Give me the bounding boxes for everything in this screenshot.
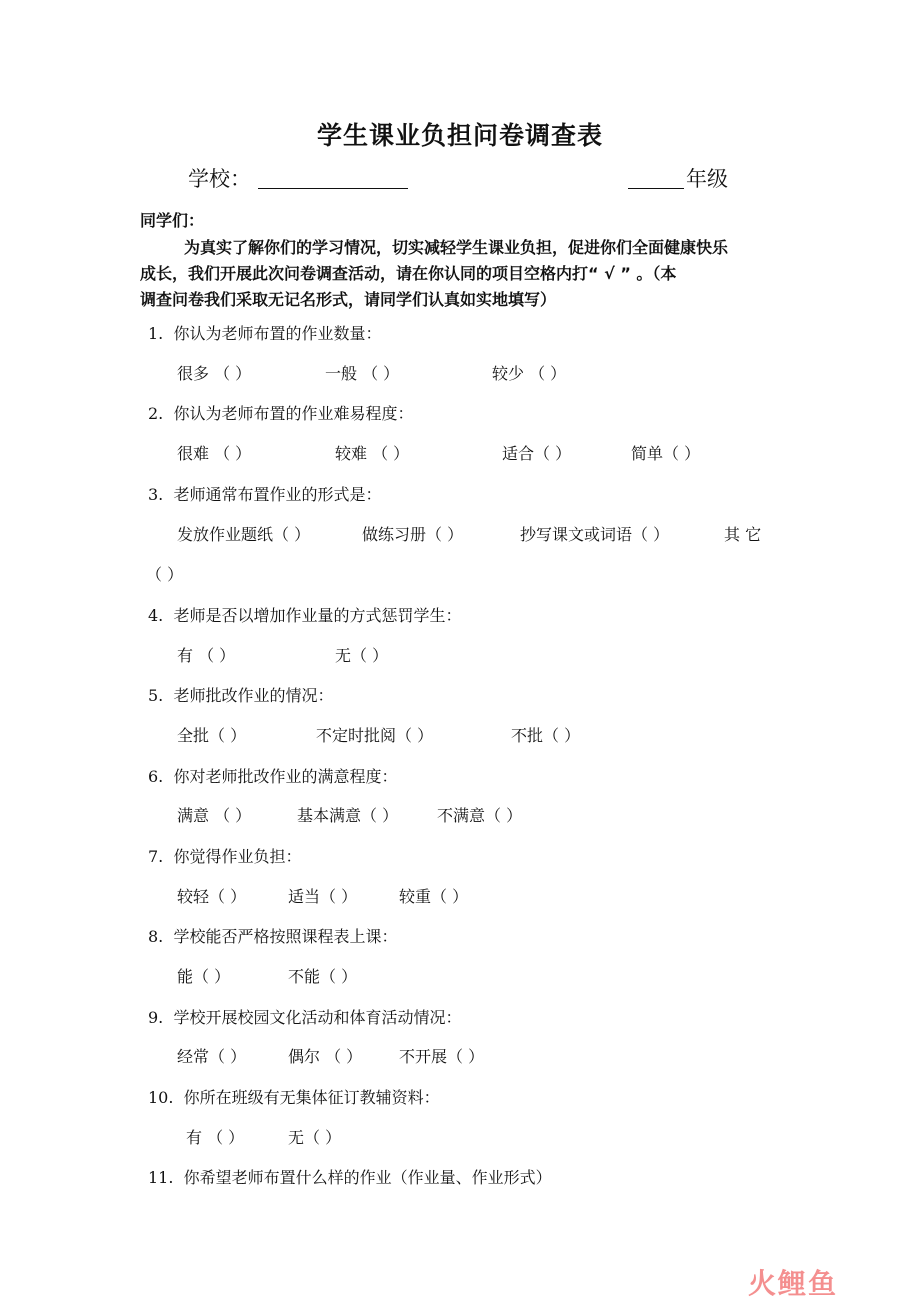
question-4: 4. 老师是否以增加作业量的方式惩罚学生： — [148, 606, 462, 625]
grade-blank-line — [628, 188, 684, 189]
q1-option-1: 很多 （ ） — [177, 364, 252, 383]
question-11: 11. 你希望老师布置什么样的作业（作业量、作业形式） — [148, 1168, 552, 1187]
q8-option-1: 能（ ） — [177, 967, 231, 986]
q2-option-4: 简单（ ） — [631, 444, 701, 463]
q6-option-2: 基本满意（ ） — [297, 806, 399, 825]
question-8: 8. 学校能否严格按照课程表上课： — [148, 927, 398, 946]
q7-option-2: 适当（ ） — [288, 887, 358, 906]
q1-option-3: 较少 （ ） — [492, 364, 567, 383]
grade-label: 年级 — [686, 167, 728, 191]
intro-line-1: 为真实了解你们的学习情况，切实减轻学生课业负担，促进你们全面健康快乐 — [184, 238, 729, 257]
question-10: 10. 你所在班级有无集体征订教辅资料： — [148, 1088, 440, 1107]
q5-option-2: 不定时批阅（ ） — [316, 726, 434, 745]
question-2: 2. 你认为老师布置的作业难易程度： — [148, 404, 414, 423]
q3-option-4-blank: （ ） — [146, 565, 184, 584]
greeting: 同学们： — [140, 211, 205, 230]
q5-option-3: 不批（ ） — [511, 726, 581, 745]
q2-option-2: 较难 （ ） — [335, 444, 410, 463]
q10-option-2: 无（ ） — [288, 1128, 342, 1147]
question-6: 6. 你对老师批改作业的满意程度： — [148, 767, 398, 786]
q9-option-3: 不开展（ ） — [399, 1047, 485, 1066]
q2-option-1: 很难 （ ） — [177, 444, 252, 463]
watermark-logo: 火鲤鱼 — [748, 1267, 839, 1300]
school-blank-line — [258, 188, 408, 189]
q10-option-1: 有 （ ） — [186, 1128, 245, 1147]
q4-option-2: 无（ ） — [335, 646, 389, 665]
q9-option-1: 经常（ ） — [177, 1047, 247, 1066]
page-title: 学生课业负担问卷调查表 — [316, 121, 603, 150]
q1-option-2: 一般 （ ） — [325, 364, 400, 383]
question-9: 9. 学校开展校园文化活动和体育活动情况： — [148, 1008, 462, 1027]
q6-option-3: 不满意（ ） — [437, 806, 523, 825]
q9-option-2: 偶尔 （ ） — [288, 1047, 363, 1066]
q2-option-3: 适合（ ） — [502, 444, 572, 463]
q7-option-3: 较重（ ） — [399, 887, 469, 906]
intro-line-3: 调查问卷我们采取无记名形式，请同学们认真如实地填写） — [140, 290, 557, 309]
q3-option-4: 其 它 — [724, 525, 762, 544]
question-1: 1. 你认为老师布置的作业数量： — [148, 324, 382, 343]
question-3: 3. 老师通常布置作业的形式是： — [148, 485, 382, 504]
q3-option-2: 做练习册（ ） — [362, 525, 464, 544]
q4-option-1: 有 （ ） — [177, 646, 236, 665]
q7-option-1: 较轻（ ） — [177, 887, 247, 906]
question-7: 7. 你觉得作业负担： — [148, 847, 302, 866]
q3-option-1: 发放作业题纸（ ） — [177, 525, 311, 544]
school-label: 学校： — [188, 167, 251, 191]
q5-option-1: 全批（ ） — [177, 726, 247, 745]
q3-option-3: 抄写课文或词语（ ） — [520, 525, 670, 544]
intro-line-2: 成长，我们开展此次问卷调查活动，请在你认同的项目空格内打“ √ ” 。（本 — [140, 264, 677, 283]
question-5: 5. 老师批改作业的情况： — [148, 686, 334, 705]
q8-option-2: 不能（ ） — [288, 967, 358, 986]
q6-option-1: 满意 （ ） — [177, 806, 252, 825]
